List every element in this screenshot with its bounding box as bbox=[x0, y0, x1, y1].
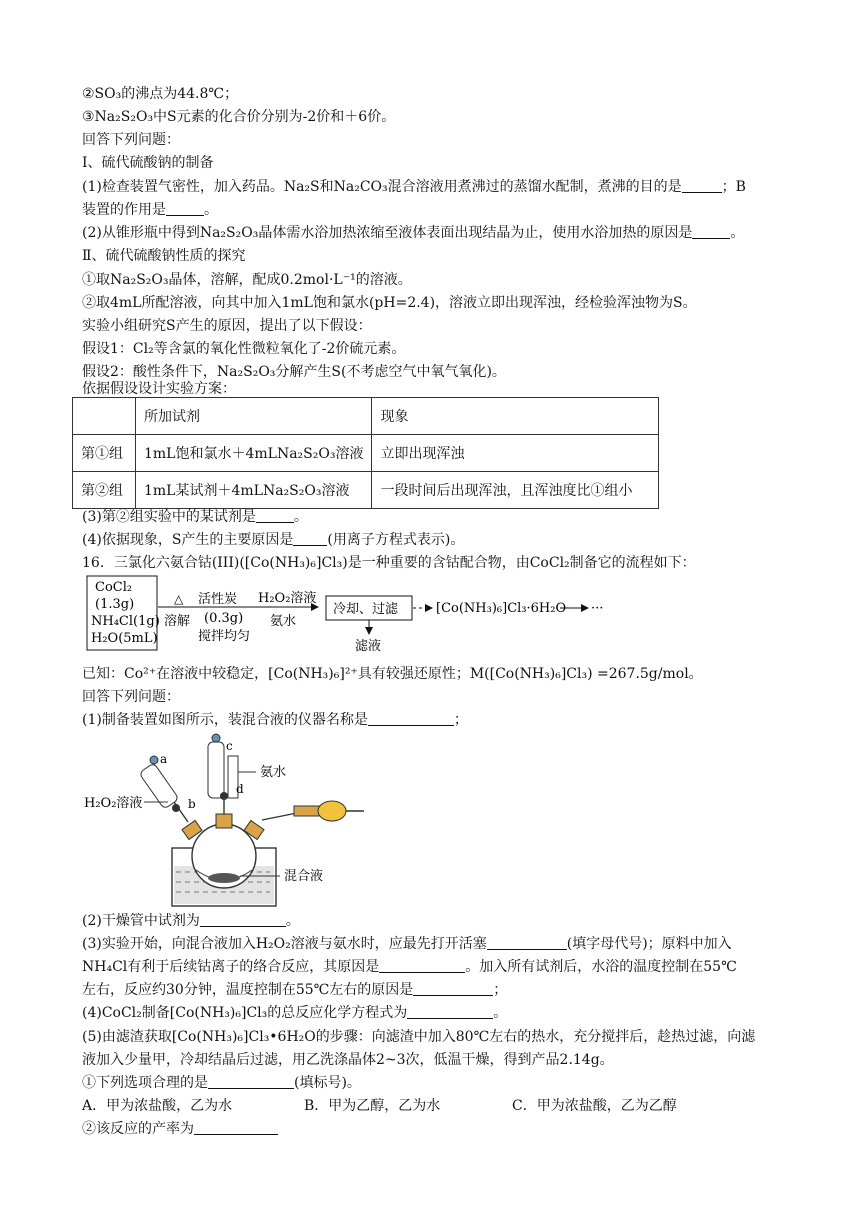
question-text: 。 bbox=[493, 1005, 508, 1021]
text-line: 回答下列问题： bbox=[82, 689, 180, 705]
solid-residue bbox=[208, 873, 240, 883]
section-heading: Ⅰ、硫代硫酸钠的制备 bbox=[82, 155, 214, 171]
question-4 bbox=[82, 1003, 507, 1023]
filtrate-label: 滤液 bbox=[355, 639, 382, 654]
table-cell: 一段时间后出现浑浊，且浑浊度比①组小 bbox=[372, 472, 659, 509]
question-text: 。 bbox=[204, 202, 218, 218]
reactant-label: NH₄Cl(1g) bbox=[91, 614, 160, 629]
reagent-label: (0.3g) bbox=[204, 611, 244, 626]
reactant-label: CoCl₂ bbox=[95, 580, 133, 595]
table-cell: 1mL某试剂＋4mLNa₂S₂O₃溶液 bbox=[136, 472, 372, 509]
text-line: ②SO₃的沸点为44.8℃； bbox=[82, 86, 239, 102]
question-text: (1)制备装置如图所示，装混合液的仪器名称是 bbox=[82, 712, 368, 728]
known-info: 已知：Co²⁺在溶液中较稳定，[Co(NH₃)₆]²⁺具有较强还原性；M([Co(NH₃)₆]Cl₃) =267.5g/mol。 bbox=[82, 666, 703, 682]
heat-symbol: △ bbox=[174, 592, 184, 606]
table-cell: 第②组 bbox=[73, 472, 136, 509]
stopcock-d bbox=[220, 792, 228, 800]
answer-blank[interactable] bbox=[200, 912, 286, 927]
stopcock-b bbox=[172, 804, 180, 812]
table-cell: 第①组 bbox=[73, 435, 136, 472]
answer-blank[interactable] bbox=[194, 1120, 278, 1135]
question-text: (填字母代号)；原料中加入 bbox=[566, 936, 732, 952]
question-1-cont bbox=[82, 200, 218, 220]
table-cell: 立即出现浑浊 bbox=[372, 435, 659, 472]
text-line: ①取Na₂S₂O₃晶体，溶解，配成0.2mol·L⁻¹的溶液。 bbox=[82, 272, 412, 288]
answer-blank[interactable] bbox=[208, 1074, 294, 1089]
answer-blank[interactable] bbox=[682, 178, 722, 193]
flow-diagram bbox=[86, 574, 646, 656]
table-row bbox=[73, 472, 659, 509]
label-a: a bbox=[160, 752, 168, 766]
label-d: d bbox=[236, 782, 244, 796]
question-text: ； bbox=[493, 982, 508, 998]
question-text: (3)第②组实验中的某试剂是 bbox=[82, 509, 256, 525]
question-3-cont bbox=[82, 980, 507, 1000]
reactant-label: (1.3g) bbox=[95, 597, 135, 612]
text-line: 实验小组研究S产生的原因，提出了以下假设： bbox=[82, 318, 372, 334]
text-line: 依据假设设计实验方案： bbox=[82, 381, 236, 397]
process-label: 冷却、过滤 bbox=[333, 602, 399, 617]
answer-blank[interactable] bbox=[413, 981, 493, 996]
question-text: ②该反应的产率为 bbox=[82, 1121, 194, 1137]
question-4 bbox=[82, 530, 464, 550]
question-2 bbox=[82, 911, 300, 931]
label-b: b bbox=[188, 797, 196, 811]
stopper bbox=[216, 814, 232, 828]
text-line: ③Na₂S₂O₃中S元素的化合价分别为-2价和＋6价。 bbox=[82, 109, 396, 125]
question-text: 。 bbox=[730, 225, 745, 241]
constant-pressure-funnel bbox=[208, 742, 224, 798]
question-text: (3)实验开始，向混合液加入H₂O₂溶液与氨水时，应最先打开活塞 bbox=[82, 936, 487, 952]
label-mixture: 混合液 bbox=[284, 869, 324, 884]
question-text: NH₄Cl有利于后续钴离子的络合反应，其原因是 bbox=[82, 959, 380, 975]
table-header-cell bbox=[73, 398, 136, 435]
text-line: ②取4mL所配溶液，向其中加入1mL饱和氯水(pH=2.4)，溶液立即出现浑浊，经检验浑浊物为S。 bbox=[82, 295, 697, 311]
answer-blank[interactable] bbox=[692, 224, 730, 239]
question-1 bbox=[82, 710, 468, 730]
question-3-cont bbox=[82, 957, 737, 977]
question-5-sub-1 bbox=[82, 1073, 361, 1093]
stopcock-c bbox=[212, 734, 220, 742]
question-3 bbox=[82, 934, 732, 954]
question-text: (2)干燥管中试剂为 bbox=[82, 913, 200, 929]
table-header-row bbox=[73, 398, 659, 435]
question-5-sub-2 bbox=[82, 1119, 278, 1139]
question-2 bbox=[82, 223, 744, 243]
question-text: ；B bbox=[721, 179, 746, 195]
reagent-label: 活性炭 bbox=[198, 592, 238, 607]
question-text: 。加入所有试剂后，水浴的温度控制在55℃ bbox=[465, 959, 737, 975]
reagent-label: H₂O₂溶液 bbox=[258, 591, 317, 606]
label-c: c bbox=[226, 739, 233, 753]
answer-blank[interactable] bbox=[487, 935, 567, 950]
section-heading: Ⅱ、硫代硫酸钠性质的探究 bbox=[82, 248, 246, 264]
option-b[interactable]: B．甲为乙醇，乙为水 bbox=[304, 1098, 441, 1114]
option-a[interactable]: A．甲为浓盐酸，乙为水 bbox=[82, 1098, 233, 1114]
answer-blank[interactable] bbox=[293, 531, 327, 546]
question-3 bbox=[82, 507, 308, 527]
answer-blank[interactable] bbox=[166, 201, 204, 216]
question-text: (1)检查装置气密性，加入药品。Na₂S和Na₂CO₃混合溶液用煮沸过的蒸馏水配制，煮沸的目的是 bbox=[82, 179, 682, 195]
table-cell: 1mL饱和氯水＋4mLNa₂S₂O₃溶液 bbox=[136, 435, 372, 472]
question-5: (5)由滤渣获取[Co(NH₃)₆]Cl₃•6H₂O的步骤：向滤渣中加入80℃左右的热水，充分搅拌后，趁热过滤，向滤 bbox=[82, 1029, 756, 1045]
stopcock-a bbox=[150, 756, 158, 764]
table-row bbox=[73, 435, 659, 472]
reactant-label: H₂O(5mL) bbox=[91, 631, 158, 646]
drying-tube bbox=[318, 801, 346, 821]
question-text: ①下列选项合理的是 bbox=[82, 1075, 208, 1091]
question-text: 装置的作用是 bbox=[82, 202, 166, 218]
step-label: 搅拌均匀 bbox=[198, 629, 251, 644]
hypothesis-2: 假设2：酸性条件下，Na₂S₂O₃分解产生S(不考虑空气中氧气氧化)。 bbox=[82, 364, 506, 380]
table-header-cell: 所加试剂 bbox=[136, 398, 372, 435]
text-line: 回答下列问题： bbox=[82, 132, 180, 148]
label-h2o2: H₂O₂溶液 bbox=[84, 796, 143, 811]
question-text: 。 bbox=[293, 509, 308, 525]
question-text: (4)CoCl₂制备[Co(NH₃)₆]Cl₃的总反应化学方程式为 bbox=[82, 1005, 408, 1021]
question-1 bbox=[82, 177, 746, 197]
question-text: ； bbox=[453, 712, 468, 728]
table-header-cell: 现象 bbox=[372, 398, 659, 435]
experiment-table bbox=[72, 397, 659, 509]
hypothesis-1: 假设1：Cl₂等含氯的氧化性微粒氧化了-2价硫元素。 bbox=[82, 341, 406, 357]
apparatus-diagram bbox=[84, 730, 374, 910]
question-5-cont: 液加入少量甲，冷却结晶后过滤，用乙洗涤晶体2~3次，低温干燥，得到产品2.14g。 bbox=[82, 1052, 614, 1068]
question-text: 。 bbox=[285, 913, 300, 929]
option-c[interactable]: C．甲为浓盐酸，乙为乙醇 bbox=[512, 1098, 677, 1114]
answer-blank[interactable] bbox=[256, 508, 294, 523]
ellipsis-label: ··· bbox=[591, 601, 604, 616]
step-label: 溶解 bbox=[164, 614, 191, 629]
answer-blank[interactable] bbox=[379, 958, 465, 973]
question-text: (填标号)。 bbox=[294, 1075, 361, 1091]
question-text: 左右，反应约30分钟，温度控制在55℃左右的原因是 bbox=[82, 982, 414, 998]
product-label: [Co(NH₃)₆]Cl₃·6H₂O bbox=[436, 601, 567, 616]
reagent-label: 氨水 bbox=[270, 614, 297, 629]
label-ammonia: 氨水 bbox=[260, 765, 287, 780]
question-text: (用离子方程式表示)。 bbox=[327, 532, 465, 548]
question-text: (4)依据现象，S产生的主要原因是 bbox=[82, 532, 294, 548]
answer-blank[interactable] bbox=[407, 1004, 493, 1019]
answer-blank[interactable] bbox=[368, 711, 454, 726]
question-text: (2)从锥形瓶中得到Na₂S₂O₃晶体需水浴加热浓缩至液体表面出现结晶为止，使用水浴加热的原因是 bbox=[82, 225, 693, 241]
problem-16-heading: 16．三氯化六氨合钴(III)([Co(NH₃)₆]Cl₃)是一种重要的含钴配合物，由CoCl₂制备它的流程如下： bbox=[82, 555, 696, 571]
